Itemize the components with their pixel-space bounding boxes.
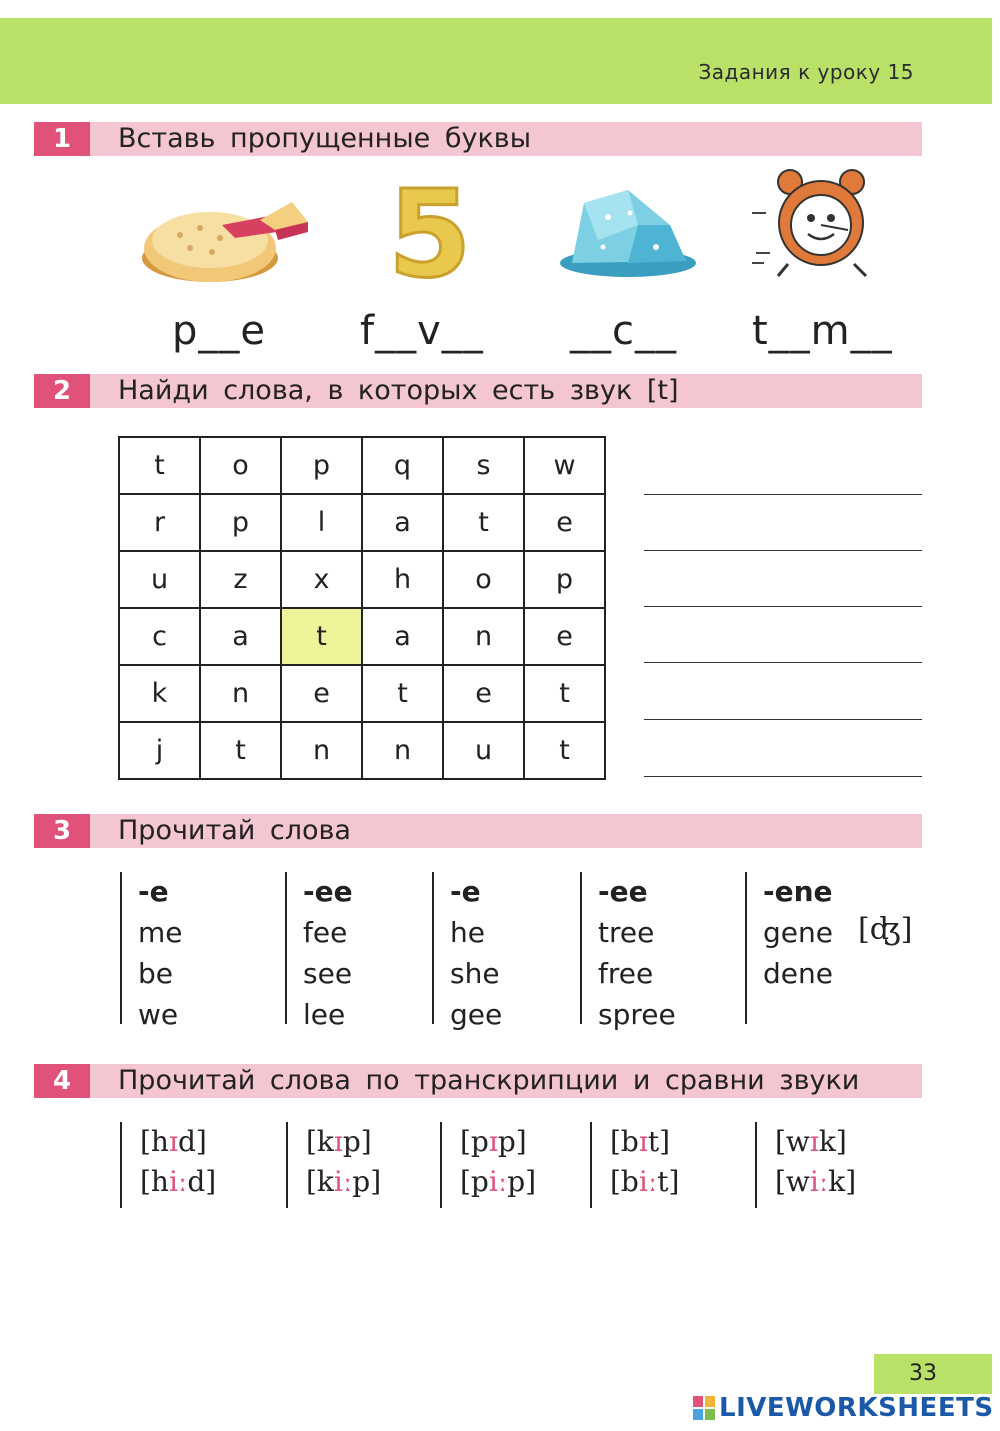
transcription-long: [biːt]: [610, 1165, 680, 1198]
section-3-bar: [34, 814, 922, 848]
grid-cell[interactable]: q: [362, 437, 443, 494]
grid-cell[interactable]: u: [119, 551, 200, 608]
answer-line-2[interactable]: [644, 550, 922, 551]
section-1-bar: [34, 122, 922, 156]
brand-logo: [693, 1392, 994, 1424]
answer-line-3[interactable]: [644, 606, 922, 607]
grid-cell[interactable]: h: [362, 551, 443, 608]
transcription-long: [kiːp]: [306, 1165, 382, 1198]
word: free: [598, 957, 654, 990]
number-five-image: 5: [388, 166, 472, 305]
transcription-short: [pɪp]: [460, 1125, 527, 1158]
grid-cell[interactable]: p: [524, 551, 605, 608]
word: gee: [450, 998, 503, 1031]
grid-cell[interactable]: s: [443, 437, 524, 494]
section-1-title: Вставь пропущенные буквы: [118, 123, 532, 154]
section-4-number: 4: [34, 1064, 90, 1098]
grid-row: [119, 722, 605, 779]
word: tree: [598, 916, 655, 949]
word-column-head: -e: [138, 875, 169, 908]
grid-row: [119, 608, 605, 665]
grid-cell[interactable]: n: [200, 665, 281, 722]
grid-cell[interactable]: p: [281, 437, 362, 494]
transcription-short: [kɪp]: [306, 1125, 372, 1158]
liveworksheets-icon: [693, 1396, 715, 1420]
task1-word-pie: p__e: [172, 308, 266, 354]
grid-cell[interactable]: w: [524, 437, 605, 494]
grid-cell[interactable]: u: [443, 722, 524, 779]
transcription-short: [wɪk]: [775, 1125, 847, 1158]
grid-cell[interactable]: t: [362, 665, 443, 722]
page-number: 33: [874, 1354, 992, 1394]
section-1-number: 1: [34, 122, 90, 156]
section-2-number: 2: [34, 374, 90, 408]
task1-word-time: t__m__: [752, 308, 893, 354]
grid-cell[interactable]: n: [281, 722, 362, 779]
word-column-head: -ee: [303, 875, 353, 908]
transcription-column-1: [120, 1122, 216, 1208]
answer-line-4[interactable]: [644, 662, 922, 663]
letter-grid: [118, 436, 606, 780]
grid-cell[interactable]: a: [362, 608, 443, 665]
grid-cell[interactable]: l: [281, 494, 362, 551]
word: be: [138, 957, 173, 990]
header-title: Задания к уроку 15: [698, 60, 914, 84]
transcription-label: [ʤ]: [858, 912, 913, 947]
grid-row: [119, 665, 605, 722]
word-column-head: -ee: [598, 875, 648, 908]
transcription-short: [hɪd]: [140, 1125, 207, 1158]
answer-line-5[interactable]: [644, 719, 922, 720]
grid-cell[interactable]: t: [524, 722, 605, 779]
grid-cell[interactable]: e: [443, 665, 524, 722]
word-column-3: [432, 872, 503, 1031]
transcription-long: [wiːk]: [775, 1165, 857, 1198]
ice-image: [558, 185, 698, 285]
grid-row: [119, 437, 605, 494]
word-column-1: [120, 872, 183, 1031]
section-3-number: 3: [34, 814, 90, 848]
grid-cell[interactable]: o: [443, 551, 524, 608]
grid-cell[interactable]: t: [524, 665, 605, 722]
grid-cell[interactable]: a: [200, 608, 281, 665]
grid-cell[interactable]: k: [119, 665, 200, 722]
grid-cell[interactable]: p: [200, 494, 281, 551]
transcription-long: [piːp]: [460, 1165, 537, 1198]
grid-cell[interactable]: r: [119, 494, 200, 551]
transcription-column-4: [590, 1122, 679, 1208]
word: she: [450, 957, 500, 990]
transcription-column-3: [440, 1122, 536, 1208]
transcription-column-5: [755, 1122, 856, 1208]
grid-cell[interactable]: x: [281, 551, 362, 608]
word: lee: [303, 998, 346, 1031]
grid-cell[interactable]: a: [362, 494, 443, 551]
word: me: [138, 916, 183, 949]
task1-word-five: f__v__: [360, 308, 484, 354]
answer-line-1[interactable]: [644, 494, 922, 495]
grid-cell[interactable]: e: [524, 608, 605, 665]
brand-name: LIVEWORKSHEETS: [719, 1393, 994, 1423]
transcription-column-2: [286, 1122, 381, 1208]
word: dene: [763, 957, 833, 990]
grid-cell[interactable]: t: [119, 437, 200, 494]
section-4-bar: [34, 1064, 922, 1098]
word-column-head: -e: [450, 875, 481, 908]
page-header: [0, 18, 992, 104]
grid-cell[interactable]: t: [443, 494, 524, 551]
word: we: [138, 998, 179, 1031]
section-2-bar: [34, 374, 922, 408]
transcription-long: [hiːd]: [140, 1165, 217, 1198]
grid-row: [119, 551, 605, 608]
word-column-5: [745, 872, 833, 1024]
word: fee: [303, 916, 348, 949]
alarm-clock-image: [748, 168, 888, 280]
section-4-title: Прочитай слова по транскрипции и сравни звуки: [118, 1065, 860, 1096]
grid-cell[interactable]: t: [200, 722, 281, 779]
word: spree: [598, 998, 676, 1031]
section-3-title: Прочитай слова: [118, 815, 351, 846]
grid-cell[interactable]: n: [362, 722, 443, 779]
task1-word-ice: __c__: [570, 308, 677, 354]
word-column-4: [580, 872, 676, 1031]
grid-cell-highlighted[interactable]: t: [281, 608, 362, 665]
grid-row: [119, 494, 605, 551]
grid-cell[interactable]: n: [443, 608, 524, 665]
pie-image: [140, 190, 310, 290]
answer-line-6[interactable]: [644, 776, 922, 777]
transcription-short: [bɪt]: [610, 1125, 671, 1158]
grid-cell[interactable]: z: [200, 551, 281, 608]
word: see: [303, 957, 353, 990]
grid-cell[interactable]: j: [119, 722, 200, 779]
grid-cell[interactable]: o: [200, 437, 281, 494]
grid-cell[interactable]: c: [119, 608, 200, 665]
word: he: [450, 916, 485, 949]
word-column-2: [285, 872, 353, 1031]
grid-cell[interactable]: e: [281, 665, 362, 722]
word: gene: [763, 916, 833, 949]
word-column-head: -ene: [763, 875, 833, 908]
section-2-title: Найди слова, в которых есть звук [t]: [118, 375, 679, 406]
grid-cell[interactable]: e: [524, 494, 605, 551]
